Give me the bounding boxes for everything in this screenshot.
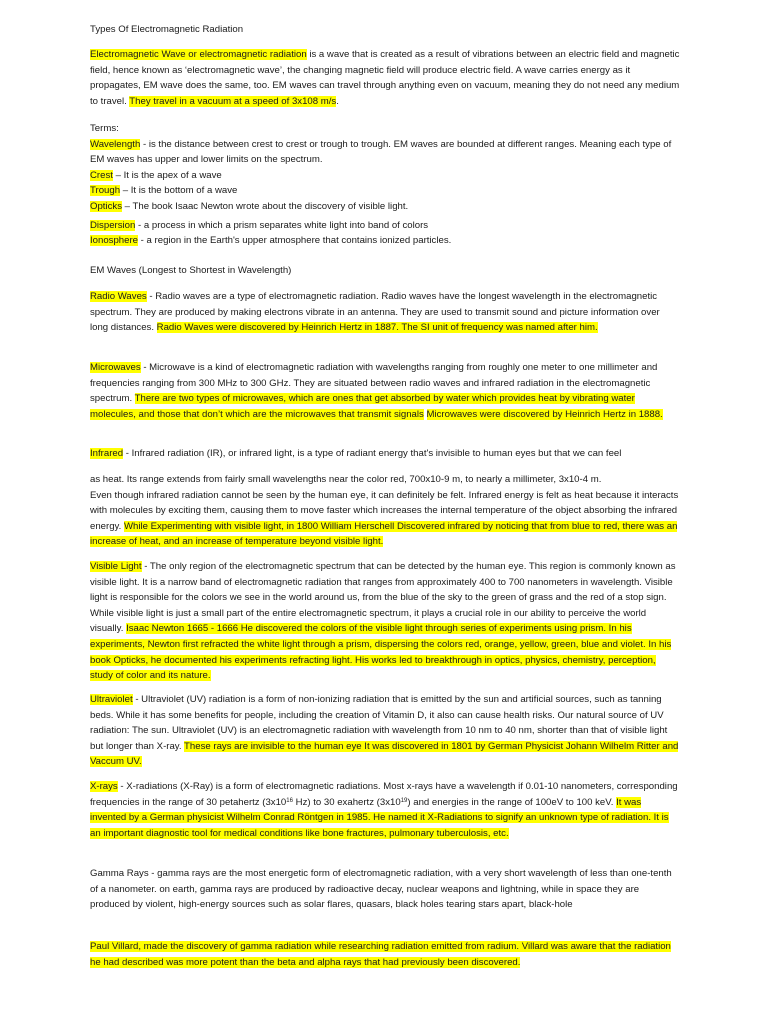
intro-highlight-2: They travel in a vacuum at a speed of 3x108 m/s <box>129 95 337 107</box>
term-ionosphere <box>90 233 680 249</box>
term-label: Crest <box>90 169 113 181</box>
xrays-superscript-1: 16 <box>286 797 293 804</box>
radio-waves-text: - Radio waves are a type of electromagnetic radiation. Radio waves have the longest wavelength in the electromagnetic spectrum. They are produced by making electrons vibrate in an antenna. They are used to transmit sound and picture information over long distances. <box>90 291 660 334</box>
infrared-intro <box>90 446 680 462</box>
term-crest <box>90 168 680 184</box>
infrared-title: Infrared <box>90 448 124 459</box>
term-label: Ionosphere <box>90 235 139 247</box>
term-opticks <box>90 199 680 215</box>
radio-waves-highlight: Radio Waves were discovered by Heinrich Hertz in 1887. The SI unit of frequency was named after him. <box>156 322 598 334</box>
xrays-highlight: It was invented by a German physicist Wilhelm Conrad Röntgen in 1985. He named it X-Radiations to signify an unknown type of radiation. It is an important diagnostic tool for medical conditions like bone fractures, pulmonary tuberculosis, etc. <box>90 796 669 839</box>
term-dispersion <box>90 218 680 234</box>
infrared-text-3: Even though infrared radiation cannot be seen by the human eye, it can definitely be felt. Infrared energy is felt as heat because it interacts with molecules by exciting them, causing them to move faster which increases the internal temperature of the object absorbing the infrared energy. <box>90 489 679 532</box>
term-definition: - a region in the Earth's upper atmosphere that contains ionized particles. <box>138 235 452 247</box>
ultraviolet-paragraph <box>90 692 680 770</box>
term-label: Opticks <box>90 200 122 212</box>
ultraviolet-text: - Ultraviolet (UV) radiation is a form of non-ionizing radiation that is emitted by the sun and artificial sources, such as tanning beds. While it has some benefits for people, including the creation of Vitamin D, it also can cause health risks. Our natural source of UV radiation: The sun. Ultraviolet (UV) is an electromagnetic radiation with wavelength from 10 nm to 40 nm, shorter than that of visible light but longer than X-ray. <box>90 694 668 752</box>
xrays-text-1: - X-radiations (X-Ray) is a form of electromagnetic radiations. Most x-rays have a wavelength if 0.01-10 nanometers, corresponding frequencies in the range of 30 petahertz (3x10 <box>90 781 678 808</box>
microwaves-highlight-2: Microwaves were discovered by Heinrich Hertz in 1888. <box>426 408 663 420</box>
microwaves-title: Microwaves <box>90 362 141 373</box>
term-definition: - a process in which a prism separates white light into band of colors <box>135 219 429 231</box>
infrared-highlight: While Experimenting with visible light, in 1800 William Herschell Discovered infrared by noticing that from blue to red, there was an increase of heat, and an increase of temperature beyond visible light. <box>90 520 678 548</box>
term-label: Wavelength <box>90 138 141 150</box>
gamma-rays-highlight: Paul Villard, made the discovery of gamma radiation while researching radiation emitted from radium. Villard was aware that the radiation he had described was more potent than the beta and alpha rays that had previously been discovered. <box>90 941 671 968</box>
visible-light-title: Visible Light <box>90 561 142 572</box>
microwaves-paragraph <box>90 360 680 422</box>
intro-highlight-1: Electromagnetic Wave or electromagnetic radiation <box>90 49 307 60</box>
gamma-rays-highlight-paragraph <box>90 939 680 970</box>
terms-section <box>90 121 680 249</box>
radio-waves-paragraph <box>90 289 680 336</box>
term-wavelength <box>90 137 680 168</box>
term-label: Trough <box>90 185 121 197</box>
xrays-text-3: ) and energies in the range of 100eV to 100 keV. <box>407 796 617 808</box>
xrays-title: X-rays <box>90 781 118 792</box>
xrays-text-2: Hz) to 30 exahertz (3x10 <box>292 796 401 808</box>
waves-heading: EM Waves (Longest to Shortest in Wavelength) <box>90 265 292 276</box>
intro-text-2: . <box>336 95 339 107</box>
ultraviolet-highlight: These rays are invisible to the human eye It was discovered in 1801 by German Physicist Johann Wilhelm Ritter and Vaccum UV. <box>90 740 679 768</box>
microwaves-text: - Microwave is a kind of electromagnetic radiation with wavelengths ranging from roughly one meter to one millimeter and frequencies ranging from 300 MHz to 300 GHz. They are situated between radio waves and infrared radiation in the electromagnetic spectrum. <box>90 362 658 405</box>
term-definition: – It is the bottom of a wave <box>120 185 238 197</box>
visible-light-text: - The only region of the electromagnetic spectrum that can be detected by the human eye. This region is commonly known as visible light. It is a narrow band of electromagnetic radiation that ranges from approximately 400 to 700 nanometers in wavelength. Visible light is responsible for the colors we see in the world around us, from the blue of the sky to the green of grass and the red of a stop sign. While visible light is just a small part of the entire electromagnetic spectrum, it plays a crucial role in our ability to perceive the world visually. <box>90 561 676 635</box>
term-trough <box>90 183 680 199</box>
term-definition: – It is the apex of a wave <box>112 169 222 181</box>
intro-paragraph <box>90 47 680 109</box>
microwaves-highlight-1: There are two types of microwaves, which are ones that get absorbed by water which provides heat by vibrating water molecules, and those that don’t which are the microwaves that transmit signals <box>90 393 635 420</box>
infrared-text-1: - Infrared radiation (IR), or infrared light, is a type of radiant energy that's invisible to human eyes but that we can feel <box>123 448 622 459</box>
term-definition: - is the distance between crest to crest or trough to trough. EM waves are bounded at different ranges. Meaning each type of EM waves has upper and lower limits on the spectrum. <box>90 138 672 166</box>
radio-waves-title: Radio Waves <box>90 291 147 302</box>
page-title: Types Of Electromagnetic Radiation <box>90 24 244 35</box>
ultraviolet-title: Ultraviolet <box>90 694 133 705</box>
infrared-text-2: as heat. Its range extends from fairly small wavelengths near the color red, 700x10-9 m, to nearly a millimeter, 3x10-4 m. <box>90 474 602 485</box>
terms-heading: Terms: <box>90 123 119 134</box>
xrays-paragraph <box>90 779 680 841</box>
xrays-superscript-2: 19 <box>400 797 408 804</box>
gamma-rays-paragraph: Gamma Rays - gamma rays are the most energetic form of electromagnetic radiation, with a very short wavelength of less than one-tenth of a nanometer. on earth, gamma rays are produced by radioactive decay, nuclear weapons and lightning, while in space they are produced by violent, high-energy sources such as solar flares, quasars, black holes tearing stars apart, black-hole <box>90 868 672 911</box>
visible-light-highlight: Isaac Newton 1665 - 1666 He discovered the colors of the visible light through series of experiments using prism. In his experiments, Newton first refracted the white light through a prism, dispersing the colors red, orange, yellow, green, blue and violet. In his book Opticks, he documented his experiments refracting light. His works led to breakthrough in optics, physics, chemistry, perception, study of color and its nature. <box>90 623 672 682</box>
infrared-paragraph <box>90 472 680 550</box>
term-definition: – The book Isaac Newton wrote about the discovery of visible light. <box>122 200 409 212</box>
term-label: Dispersion <box>90 219 136 231</box>
intro-text-1: is a wave that is created as a result of vibrations between an electric field and magnetic field, hence known as ‘electromagnetic wave’, the changing magnetic field will produce electric field. A wave carries energy as it propagates, EM wave does the same, too. EM waves can travel through anything even on vacuum, meaning they do not need any medium to travel. <box>90 49 680 107</box>
visible-light-paragraph <box>90 559 680 684</box>
